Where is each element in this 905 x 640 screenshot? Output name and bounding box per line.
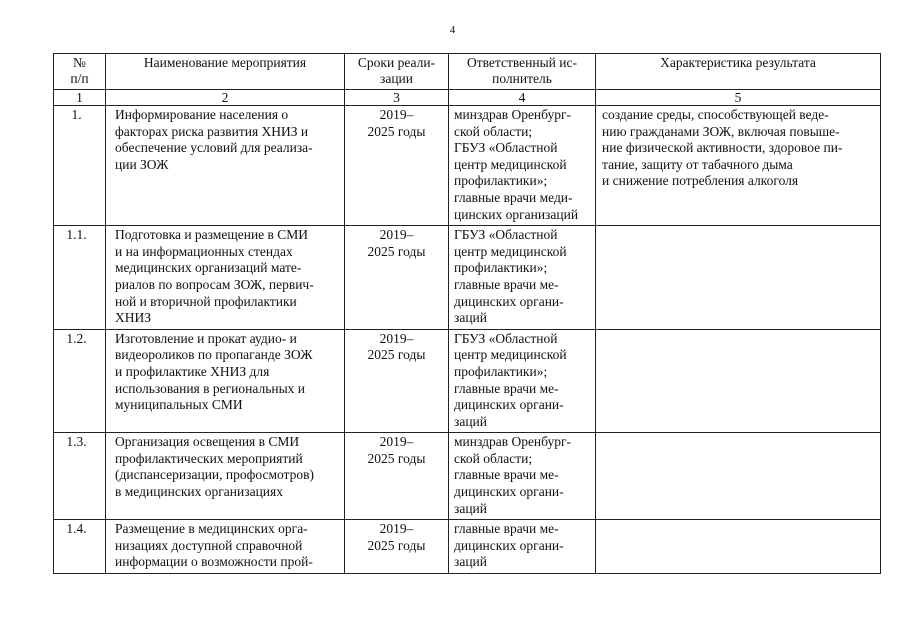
cell-line: дицинских органи- [454,537,564,553]
cell-line: № [73,55,86,70]
cell-line: главные врачи ме- [454,467,559,483]
responsible-cell [449,433,596,520]
cell-line: главные врачи ме- [454,521,559,537]
cell-line: заций [454,554,487,570]
cell-line: Наименование мероприятия [143,55,307,70]
cell-line: 2019– [379,227,414,243]
cell-line: зации [380,71,413,86]
timeframe-cell [345,106,449,226]
cell-line: 2025 годы [367,537,426,553]
cell-line: ской области; [454,450,533,466]
cell-line: ГБУЗ «Областной [454,227,558,243]
cell-line: цинских организаций [454,206,579,222]
result-cell [596,329,881,433]
cell-line: 2019– [379,521,414,537]
cell-line: 2025 годы [367,123,426,139]
cell-line: 2019– [379,434,414,450]
cell-line: профилактики»; [454,260,548,276]
cell-line: профилактики»; [454,363,548,379]
cell-line: профилактики»; [454,173,548,189]
timeframe-cell [345,226,449,330]
activity-name-cell [106,329,345,433]
cell-line: (диспансеризации, профосмотров) [115,467,314,483]
cell-line: тание, защиту от табачного дыма [602,156,793,172]
column-number: 3 [345,90,449,106]
cell-line: дицинских органи- [454,484,564,500]
cell-line: 2025 годы [367,347,426,363]
cell-line: профилактических мероприятий [115,450,303,466]
cell-line: в медицинских организациях [115,484,283,500]
table-row [54,433,881,520]
responsible-cell [449,226,596,330]
cell-line: Подготовка и размещение в СМИ [115,227,309,243]
result-cell [596,520,881,574]
table-row [54,329,881,433]
cell-line: Сроки реали- [357,55,436,70]
column-number: 5 [596,90,881,106]
cell-line: риалов по вопросам ЗОЖ, первич- [115,276,314,292]
responsible-cell [449,329,596,433]
cell-line: заций [454,413,487,429]
cell-line: 2025 годы [367,243,426,259]
activities-table [53,53,881,574]
cell-line: Характеристика результата [660,55,816,70]
cell-line: главные врачи ме- [454,380,559,396]
table-row [54,106,881,226]
cell-line: Организация освещения в СМИ [115,434,300,450]
table-row [54,226,881,330]
activity-name-cell [106,226,345,330]
cell-line: ние физической активности, здоровое пи- [602,140,843,156]
cell-line: и снижение потребления алкоголя [602,173,799,189]
result-cell [596,106,881,226]
activity-name-cell [106,433,345,520]
row-number: 1.4. [54,520,106,574]
header-activity-name [106,54,345,90]
column-number: 1 [54,90,106,106]
cell-line: ской области; [454,123,533,139]
cell-line: заций [454,310,487,326]
column-number: 4 [449,90,596,106]
cell-line: 2019– [379,330,414,346]
table-row [54,520,881,574]
page-number: 4 [449,24,456,36]
cell-line: медицинских организаций мате- [115,260,302,276]
timeframe-cell [345,433,449,520]
cell-line: ГБУЗ «Областной [454,140,558,156]
cell-line: ции ЗОЖ [115,156,169,172]
cell-line: главные врачи ме- [454,276,559,292]
cell-line: центр медицинской [454,347,567,363]
timeframe-cell [345,520,449,574]
row-number: 1. [54,106,106,226]
cell-line: 2025 годы [367,450,426,466]
cell-line: факторах риска развития ХНИЗ и [115,123,309,139]
column-number: 2 [106,90,345,106]
cell-line: видеороликов по пропаганде ЗОЖ [115,347,313,363]
row-number: 1.2. [54,329,106,433]
header-responsible [449,54,596,90]
cell-line: дицинских органи- [454,293,564,309]
cell-line: создание среды, способствующей веде- [602,107,829,122]
cell-line: минздрав Оренбург- [454,107,572,122]
result-cell [596,226,881,330]
responsible-cell [449,520,596,574]
result-cell [596,433,881,520]
cell-line: 2019– [379,107,414,122]
header-result [596,54,881,90]
cell-line: нию гражданами ЗОЖ, включая повыше- [602,123,840,139]
cell-line: п/п [70,71,89,86]
cell-line: информации о возможности прой- [115,554,313,570]
timeframe-cell [345,329,449,433]
activity-name-cell [106,106,345,226]
cell-line: низациях доступной справочной [115,537,303,553]
cell-line: ХНИЗ [115,310,152,326]
cell-line: Информирование населения о [115,107,289,122]
cell-line: заций [454,500,487,516]
cell-line: центр медицинской [454,243,567,259]
cell-line: центр медицинской [454,156,567,172]
cell-line: использования в региональных и [115,380,306,396]
cell-line: Ответственный ис- [466,55,577,70]
activity-name-cell [106,520,345,574]
table-body [54,106,881,574]
responsible-cell [449,106,596,226]
table-header-row [54,54,881,90]
cell-line: главные врачи меди- [454,189,573,205]
cell-line: ной и вторичной профилактики [115,293,297,309]
cell-line: обеспечение условий для реализа- [115,140,313,156]
cell-line: ГБУЗ «Областной [454,330,558,346]
cell-line: и профилактике ХНИЗ для [115,363,270,379]
header-timeframe [345,54,449,90]
cell-line: минздрав Оренбург- [454,434,572,450]
row-number: 1.3. [54,433,106,520]
cell-line: полнитель [492,71,552,86]
column-number-row [54,90,881,106]
cell-line: муниципальных СМИ [115,397,243,413]
header-number [54,54,106,90]
cell-line: Изготовление и прокат аудио- и [115,330,297,346]
cell-line: и на информационных стендах [115,243,293,259]
cell-line: Размещение в медицинских орга- [115,521,308,537]
cell-line: дицинских органи- [454,397,564,413]
row-number: 1.1. [54,226,106,330]
